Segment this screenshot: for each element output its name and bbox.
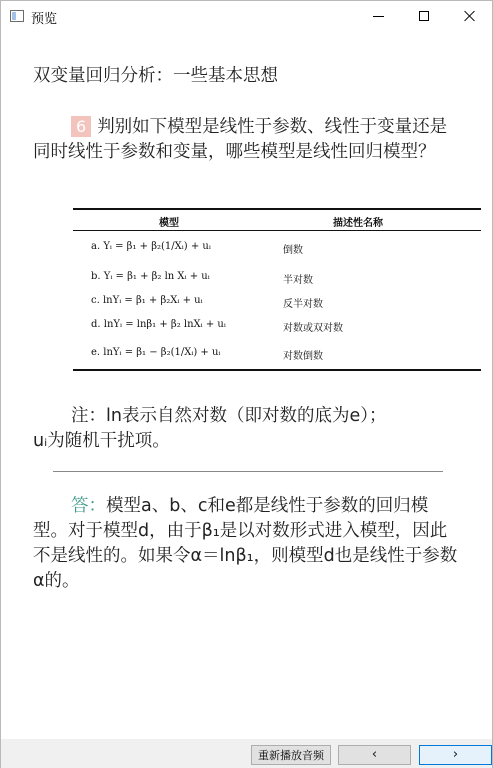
header-descriptive-name: 描述性名称 (333, 218, 383, 229)
table-top-rule (73, 208, 481, 210)
model-formula: e. lnYᵢ = β₁ − β₂(1/Xᵢ) + uᵢ (91, 347, 221, 358)
table-bottom-rule (73, 369, 481, 371)
minimize-button[interactable] (355, 1, 401, 32)
answer-block (33, 494, 463, 594)
note-line-2: uᵢ为随机干扰项。 (33, 431, 170, 451)
model-name: 反半对数 (283, 299, 323, 310)
model-formula: d. lnYᵢ = lnβ₁ + β₂ lnXᵢ + uᵢ (91, 319, 226, 330)
title-bar (1, 1, 492, 32)
section-divider (53, 471, 443, 472)
next-button[interactable] (419, 745, 492, 765)
bottom-toolbar (1, 739, 492, 768)
model-formula: c. lnYᵢ = β₁ + β₂Xᵢ + uᵢ (91, 295, 203, 306)
header-model: 模型 (159, 218, 179, 229)
note-block (33, 404, 463, 454)
answer-text: 模型a、b、c和e都是线性于参数的回归模型。对于模型d，由于β₁是以对数形式进入模型，因此不是线性的。如果令α＝lnβ₁，则模型d也是线性于参数α的。 (33, 496, 458, 591)
maximize-button[interactable] (401, 1, 447, 32)
model-name: 对数倒数 (283, 351, 323, 362)
model-name: 倒数 (283, 245, 303, 256)
replay-audio-button[interactable]: 重新播放音频 (251, 745, 331, 765)
model-name: 半对数 (283, 275, 313, 286)
answer-label: 答： (71, 496, 106, 516)
note-line-1: 注：ln表示自然对数（即对数的底为e）； (71, 406, 387, 426)
chevron-right-icon: › (452, 747, 459, 762)
model-formula: a. Yᵢ = β₁ + β₂(1/Xᵢ) + uᵢ (91, 241, 211, 252)
model-name: 对数或双对数 (283, 323, 343, 334)
table-header-rule (73, 230, 481, 231)
window-title: 预览 (31, 12, 58, 27)
question-block (33, 115, 463, 165)
chevron-left-icon: ‹ (371, 747, 378, 762)
previous-button[interactable] (338, 745, 411, 765)
chapter-heading: 双变量回归分析：一些基本思想 (33, 66, 278, 86)
question-number-badge: 6 (71, 116, 91, 137)
model-table-figure (73, 208, 481, 372)
question-text: 判别如下模型是线性于参数、线性于变量还是同时线性于参数和变量，哪些模型是线性回归模型？ (33, 117, 448, 162)
close-button[interactable] (447, 1, 493, 32)
app-icon (10, 10, 24, 22)
model-formula: b. Yᵢ = β₁ + β₂ ln Xᵢ + uᵢ (91, 271, 210, 282)
